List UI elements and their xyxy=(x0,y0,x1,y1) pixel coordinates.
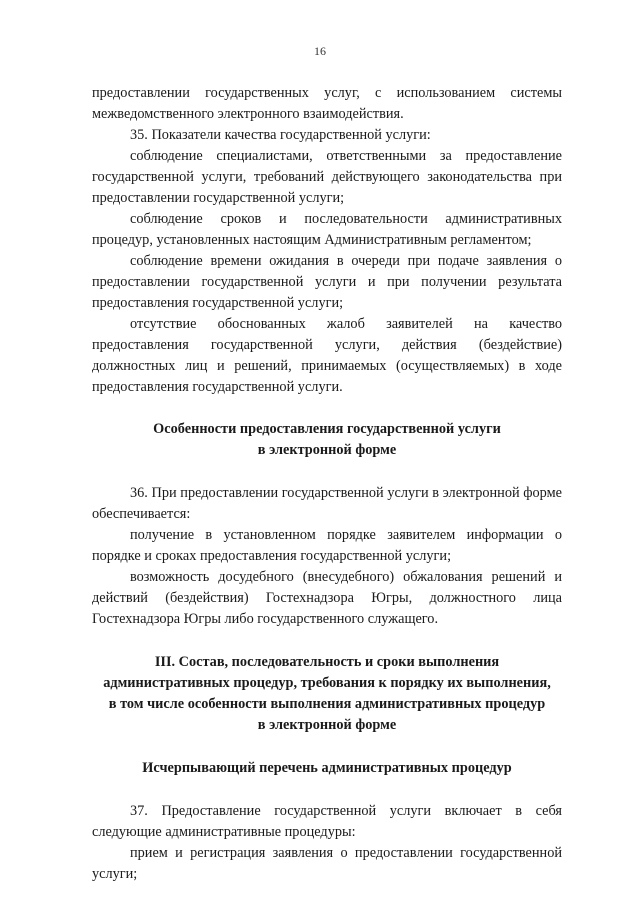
heading-line: III. Состав, последовательность и сроки выполнения xyxy=(154,654,500,670)
heading-line: в электронной форме xyxy=(257,442,397,458)
page-number: 16 xyxy=(314,44,326,58)
heading-line: Особенности предоставления государственной услуги xyxy=(153,421,501,437)
paragraph-electronic-provision-2: возможность досудебного (внесудебного) обжалования решений и действий (бездействия) Гостехнадзора Югры, должностного лица Гостехнадзора Югры либо государственного служащего. xyxy=(92,569,562,627)
paragraph-continuation: предоставлении государственных услуг, с использованием системы межведомственного электронного взаимодействия. xyxy=(92,85,562,122)
paragraph-quality-indicator-2: соблюдение сроков и последовательности административных процедур, установленных настоящим Административным регламентом; xyxy=(92,211,562,248)
section-heading-procedure-list: Исчерпывающий перечень административных процедур xyxy=(142,760,512,776)
paragraph-item-35: 35. Показатели качества государственной услуги: xyxy=(130,127,431,143)
section-heading-chapter-3 xyxy=(92,652,562,736)
paragraph-quality-indicator-3: соблюдение времени ожидания в очереди при подаче заявления о предоставлении государственной услуги и при получении результата предоставления государственной услуги; xyxy=(92,253,562,311)
heading-line: административных процедур, требования к порядку их выполнения, xyxy=(103,675,551,691)
paragraph-item-36: 36. При предоставлении государственной услуги в электронной форме обеспечивается: xyxy=(92,485,562,522)
paragraph-quality-indicator-1: соблюдение специалистами, ответственными за предоставление государственной услуги, требований действующего законодательства при предоставлении государственной услуги; xyxy=(92,148,562,206)
heading-line: в электронной форме xyxy=(257,717,397,733)
section-heading-electronic-form xyxy=(92,419,562,461)
heading-line: в том числе особенности выполнения административных процедур xyxy=(108,696,546,712)
paragraph-quality-indicator-4: отсутствие обоснованных жалоб заявителей на качество предоставления государственной услуги, действия (бездействие) должностных лиц и решений, принимаемых (осуществляемых) в ходе предоставления государственной услуги. xyxy=(92,316,562,395)
paragraph-electronic-provision-1: получение в установленном порядке заявителем информации о порядке и сроках предоставления государственной услуги; xyxy=(92,527,562,564)
paragraph-item-37: 37. Предоставление государственной услуги включает в себя следующие административные процедуры: xyxy=(92,803,562,840)
paragraph-procedure-1: прием и регистрация заявления о предоставлении государственной услуги; xyxy=(92,845,562,882)
document-body xyxy=(92,83,562,885)
